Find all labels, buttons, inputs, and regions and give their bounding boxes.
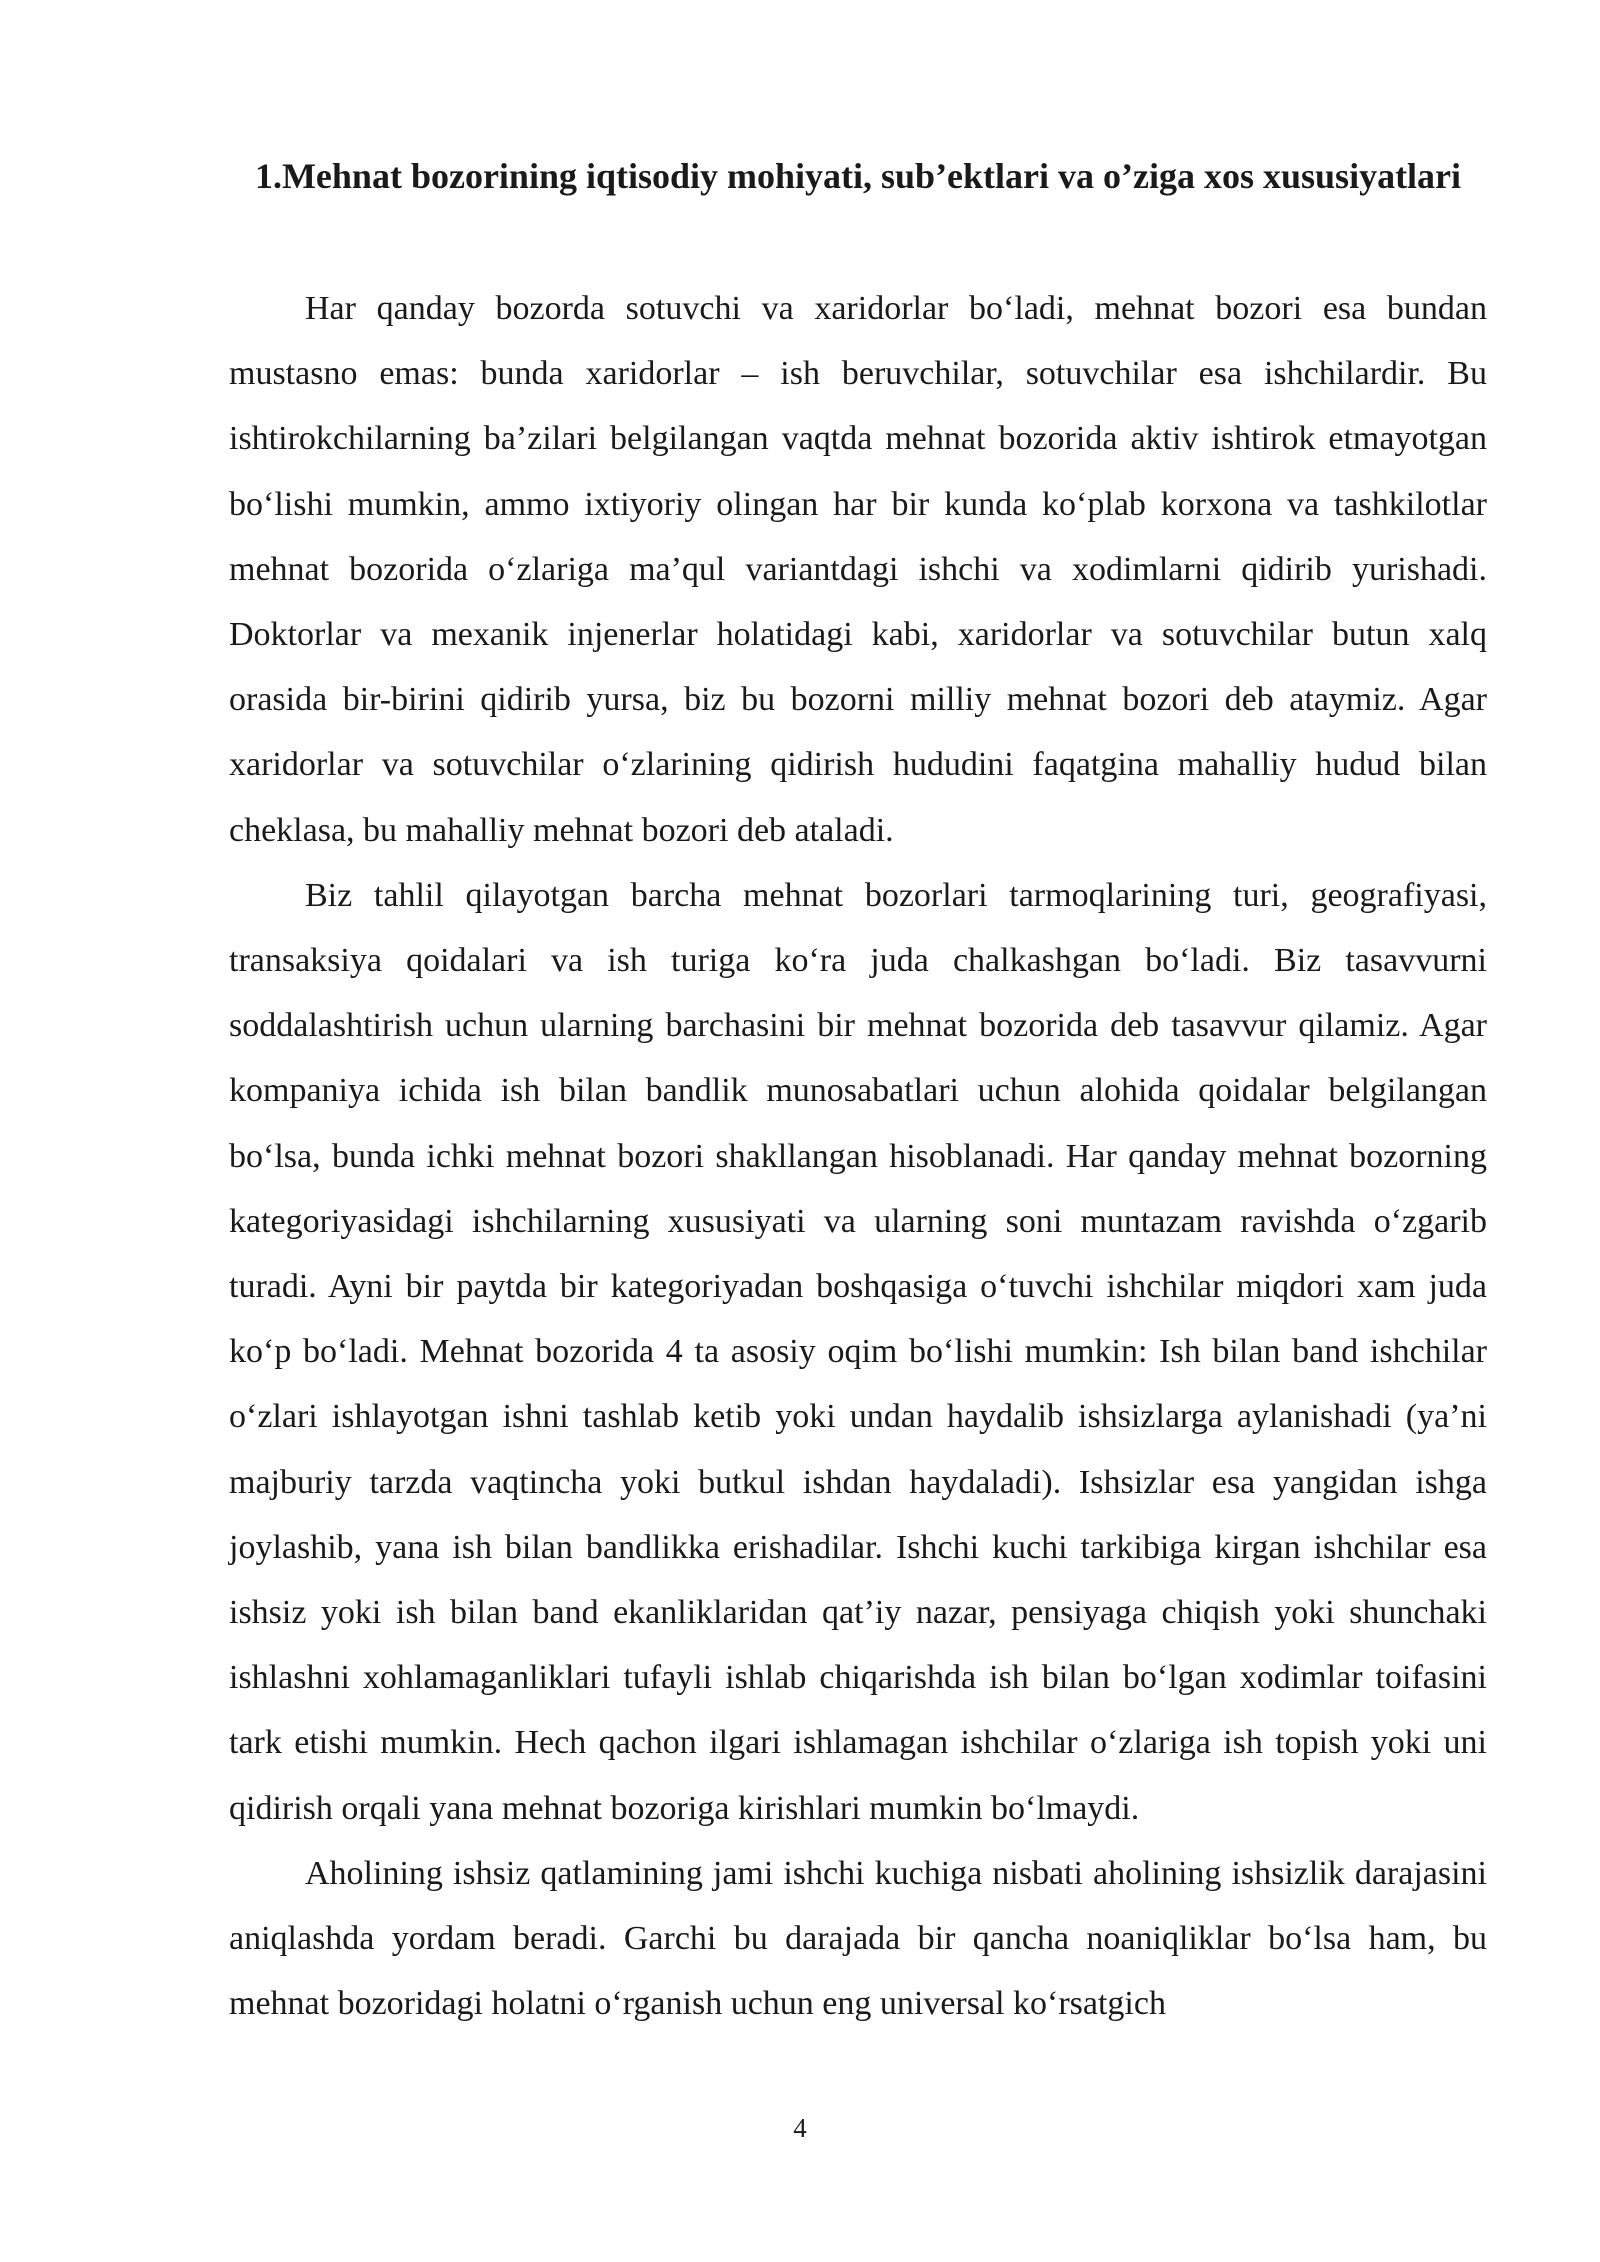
paragraph-3: Aholining ishsiz qatlamining jami ishchi kuchiga nisbati aholining ishsizlik darajasini aniqlashda yordam beradi. Garchi bu darajada bir qancha noaniqliklar bo‘lsa ham, bu mehnat bozoridagi holatni o‘rganish uchun eng universal ko‘rsatgich [229,1854,1487,2023]
paragraph-1: Har qanday bozorda sotuvchi va xaridorlar bo‘ladi, mehnat bozori esa bundan mustasno emas: bunda xaridorlar – ish beruvchilar, sotuvchilar esa ishchilardir. Bu ishtirokchilarning ba’zilari belgilangan vaqtda mehnat bozorida aktiv ishtirok etmayotgan bo‘lishi mumkin, ammo ixtiyoriy olingan har bir kunda ko‘plab korxona va tashkilotlar mehnat bozorida o‘zlariga ma’qul variantdagi ishchi va xodimlarni qidirib yurishadi. Doktorlar va mexanik injenerlar holatidagi kabi, xaridorlar va sotuvchilar butun xalq orasida bir-birini qidirib yursa, biz bu bozorni milliy mehnat bozori deb ataymiz. Agar xaridorlar va sotuvchilar o‘zlarining qidirish hududini faqatgina mahalliy hudud bilan cheklasa, bu mahalliy mehnat bozori deb ataladi. [229,290,1487,849]
page-number: 4 [793,2113,807,2143]
paragraph-2: Biz tahlil qilayotgan barcha mehnat bozorlari tarmoqlarining turi, geografiyasi, transaksiya qoidalari va ish turiga ko‘ra juda chalkashgan bo‘ladi. Biz tasavvurni soddalashtirish uchun ularning barchasini bir mehnat bozorida deb tasavvur qilamiz. Agar kompaniya ichida ish bilan bandlik munosabatlari uchun alohida qoidalar belgilangan bo‘lsa, bunda ichki mehnat bozori shakllangan hisoblanadi. Har qanday mehnat bozorning kategoriyasidagi ishchilarning xususiyati va ularning soni muntazam ravishda o‘zgarib turadi. Ayni bir paytda bir kategoriyadan boshqasiga o‘tuvchi ishchilar miqdori xam juda ko‘p bo‘ladi. Mehnat bozorida 4 ta asosiy oqim bo‘lishi mumkin: Ish bilan band ishchilar o‘zlari ishlayotgan ishni tashlab ketib yoki undan haydalib ishsizlarga aylanishadi (ya’ni majburiy tarzda vaqtincha yoki butkul ishdan haydaladi). Ishsizlar esa yangidan ishga joylashib, yana ish bilan bandlikka erishadilar. Ishchi kuchi tarkibiga kirgan ishchilar esa ishsiz yoki ish bilan band ekanliklaridan qat’iy nazar, pensiyaga chiqish yoki shunchaki ishlashni xohlamaganliklari tufayli ishlab chiqarishda ish bilan bo‘lgan xodimlar toifasini tark etishi mumkin. Hech qachon ilgari ishlamagan ishchilar o‘zlariga ish topish yoki uni qidirish orqali yana mehnat bozoriga kirishlari mumkin bo‘lmaydi. [229,876,1487,1827]
document-body [229,276,1487,2036]
section-heading: 1.Mehnat bozorining iqtisodiy mohiyati, sub’ektlari va o’ziga xos xususiyatlari [254,156,1462,196]
